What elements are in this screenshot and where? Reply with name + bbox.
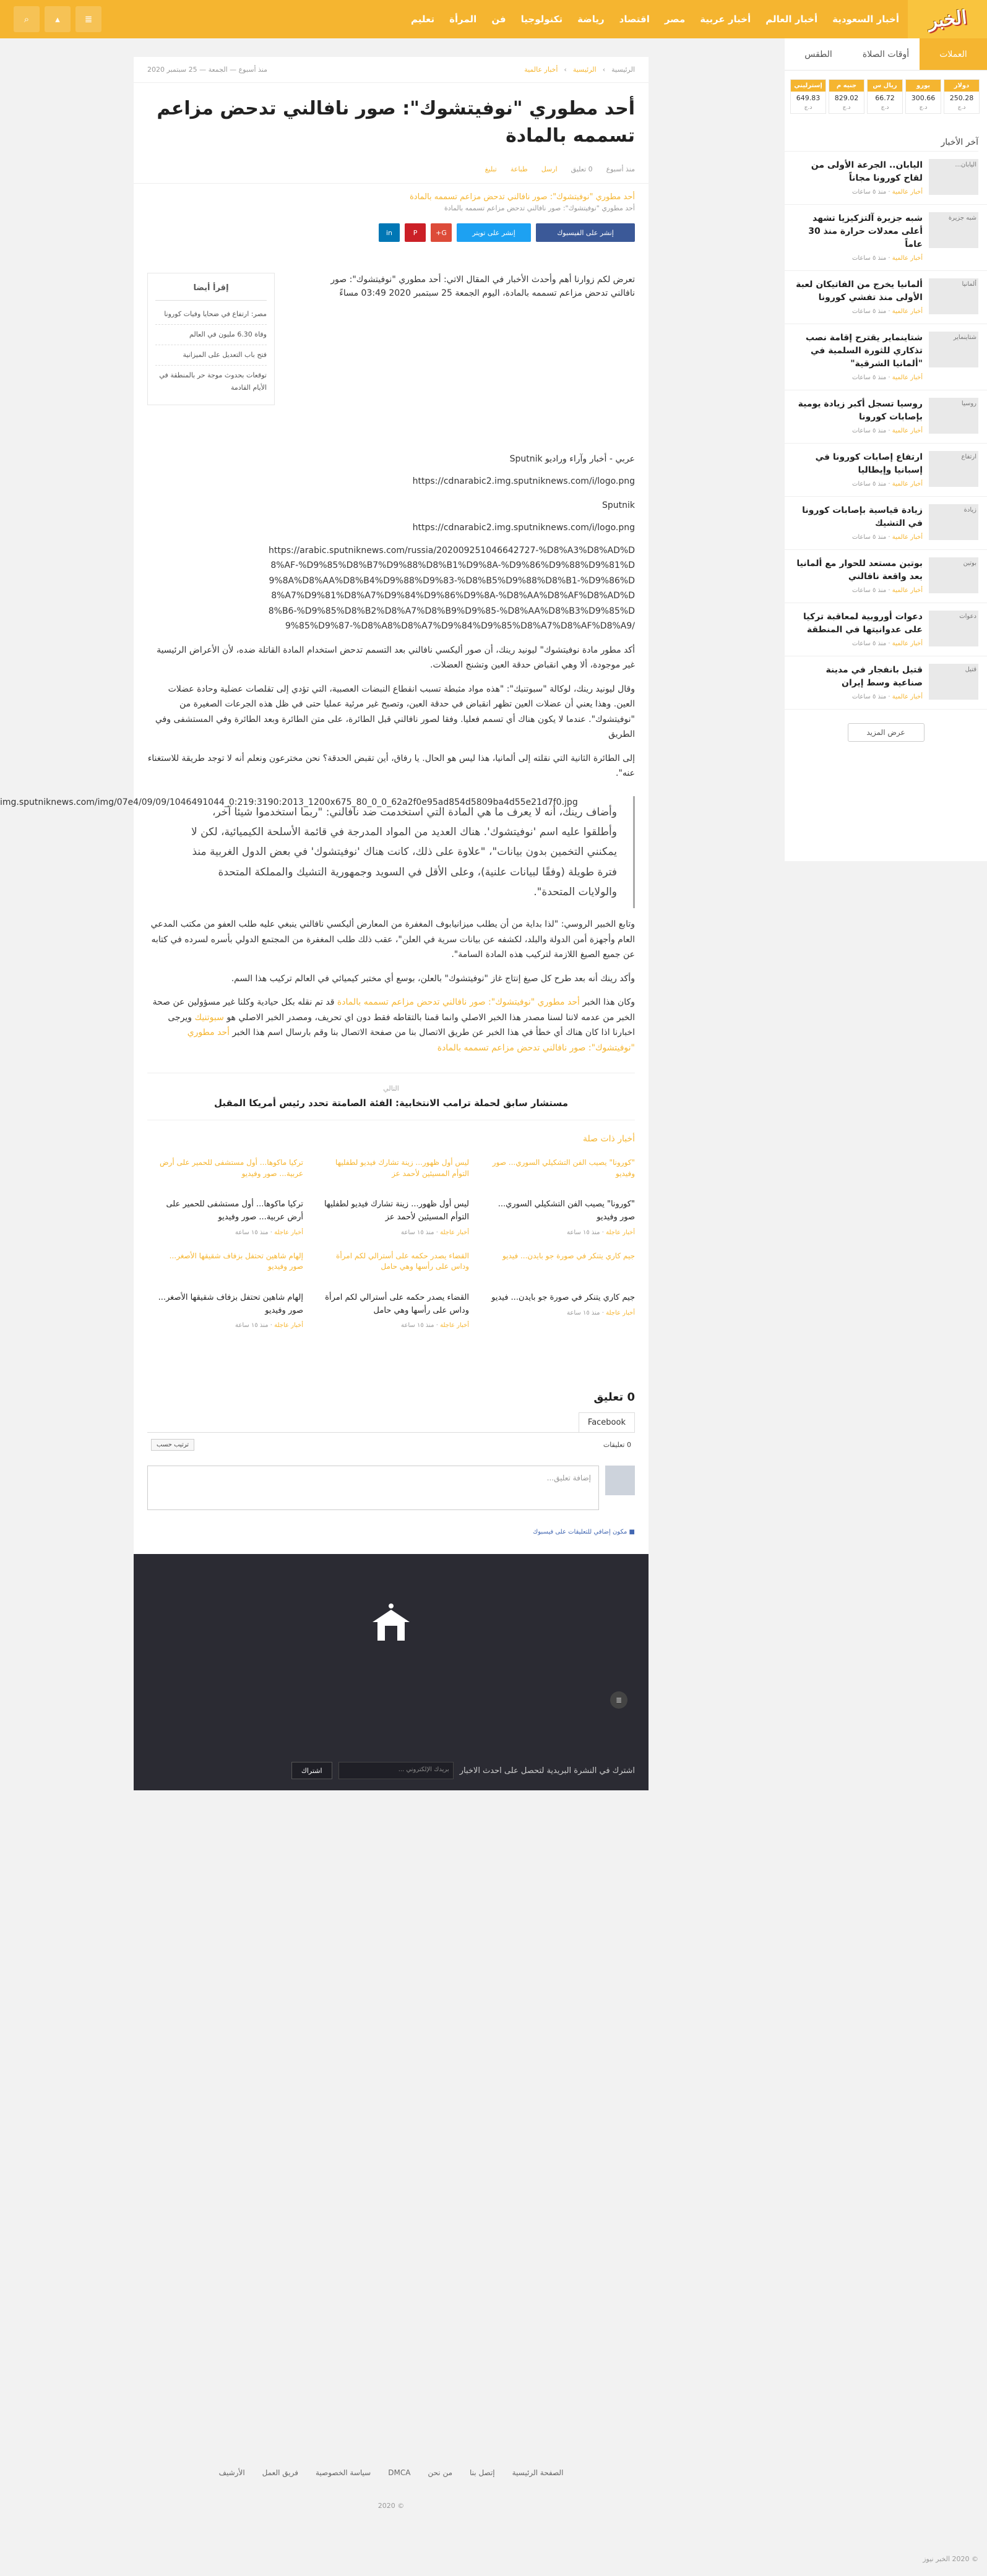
news-category[interactable]: أخبار عالمية — [892, 693, 923, 700]
news-title[interactable]: دعوات أوروبية لمعاقبة تركيا على عدوانيتها في المنطقة — [803, 612, 923, 635]
read-more-heading: إقرأ أيضا — [155, 281, 267, 301]
news-category[interactable]: أخبار عالمية — [892, 427, 923, 434]
related-category[interactable]: أخبار عاجلة — [440, 1322, 469, 1329]
menu-item[interactable]: مصر — [664, 14, 686, 25]
currency-value: 250.28 — [949, 94, 974, 102]
news-time: منذ ٥ ساعات — [851, 693, 887, 700]
source-url: https://cdnarabic2.img.sputniknews.com/i/logo.png — [412, 523, 635, 533]
related-image[interactable]: إلهام شاهين تحتفل بزفاف شقيقها الأصغر... صور وفيديو — [169, 1251, 303, 1271]
newsletter-form — [291, 1762, 635, 1779]
related-time: منذ ١٥ ساعة — [567, 1309, 600, 1316]
breadcrumb-separator: › — [602, 66, 606, 74]
news-category[interactable]: أخبار عالمية — [892, 534, 923, 541]
news-title[interactable]: ألمانيا يخرج من الفاتيكان لعبة الأولى منذ تفشي كورونا — [796, 280, 923, 303]
related-category[interactable]: أخبار عاجلة — [274, 1229, 303, 1236]
disclaimer-text: قد تم نقله بكل حيادية وكلنا غير مسؤولين عن صحة الخبر من عدمه لاننا لسنا مصدر هذا الخبر الاصلي وانما قمنا بالتقاطه فقط دون اي تحريف، ومصدر الخبر الاصلي هو — [152, 997, 635, 1023]
news-category[interactable]: أخبار عالمية — [892, 255, 923, 262]
breadcrumb-item[interactable]: الرئيسية — [572, 66, 597, 74]
related-card[interactable]: جيم كاري يتنكر في صورة جو بايدن... فيديو جيم كاري يتنكر في صورة جو بايدن... فيديو أخبار عاجلة · منذ ١٥ ساعة — [486, 1251, 635, 1329]
news-title[interactable]: زيادة قياسية بإصابات كورونا في التشيك — [802, 505, 923, 528]
article-intro: تعرض لكم زوارنا أهم وأحدث الأخبار في المقال الاتي: أحد مطوري "نوفيتشوك": صور نافالني تدحض مزاعم تسممه بالمادة، اليوم الجمعة 25 سبتمبر 2020 03:49 مساءً — [330, 275, 635, 299]
read-more-item[interactable]: فتح باب التعديل على الميزانية — [155, 345, 267, 366]
currency-card — [905, 79, 941, 114]
related-title[interactable]: "كورونا" يصيب الفن التشكيلي السوري... صور وفيديو — [498, 1200, 635, 1222]
currency-name: إسترليني — [791, 80, 825, 92]
source-line: عربي - أخبار وآراء وراديو Sputnik — [509, 453, 635, 464]
currency-card — [867, 79, 903, 114]
news-time: منذ ٥ ساعات — [851, 308, 887, 315]
comment-count: 0 تعليق — [593, 1391, 635, 1404]
related-title[interactable]: تركيا ماكوها... أول مستشفى للحمير على أرض عربية... صور وفيديو — [166, 1200, 303, 1222]
footer-link[interactable]: الأرشيف — [218, 2468, 245, 2477]
comments-section — [134, 1391, 649, 1554]
footer-link[interactable]: من نحن — [428, 2468, 453, 2477]
facebook-icon: ■ — [629, 1529, 635, 1536]
source-line: Sputnik — [601, 500, 635, 510]
related-card[interactable]: ليس أول ظهور... زينة تشارك فيديو لطفليها التوأم المسيئين لأحمد عز ليس أول ظهور... زينة تشارك فيديو لطفليها التوأم المسيئين لأحمد عز أخبار عاجلة · منذ ١٥ ساعة — [321, 1157, 469, 1236]
news-thumbnail[interactable]: دعوات — [929, 611, 978, 646]
share-linkedin-icon[interactable]: in — [379, 223, 400, 242]
article-body — [0, 253, 649, 1120]
currency-value: 649.83 — [796, 94, 821, 102]
meta-time: منذ أسبوع — [606, 165, 635, 173]
sidebar-news-item[interactable]: اليابان... اليابان.. الجرعة الأولى من لقاح كورونا مجاناً أخبار عالمية · منذ ٥ ساعات — [785, 152, 987, 205]
tab-prayer-times[interactable]: أوقات الصلاة — [862, 49, 910, 59]
news-category[interactable]: أخبار عالمية — [892, 587, 923, 594]
breadcrumb — [134, 57, 649, 83]
footer-link[interactable]: فريق العمل — [262, 2468, 298, 2477]
show-more-button[interactable]: عرض المزيد — [848, 723, 925, 742]
related-time: منذ ١٥ ساعة — [401, 1229, 434, 1236]
copyright-center: © 2020 — [377, 2502, 405, 2510]
news-category[interactable]: أخبار عالمية — [892, 640, 923, 647]
related-category[interactable]: أخبار عاجلة — [440, 1229, 469, 1236]
disclaimer-text: ويرجى اخبارنا اذا كان هناك أي خطأ في هذا الخبر عن طريق الاتصال بنا من صفحة الاتصال بنا وقم بارسال اسم هذا الخبر — [168, 1012, 635, 1038]
footer-link[interactable]: إتصل بنا — [470, 2468, 495, 2477]
comment-composer — [147, 1466, 635, 1510]
news-title[interactable]: قتيل بانفجار في مدينة صناعية وسط إيران — [825, 665, 923, 688]
news-title[interactable]: روسيا تسجل أكبر زيادة يومية بإصابات كورونا — [798, 399, 923, 422]
related-heading — [134, 1120, 649, 1144]
news-time: منذ ٥ ساعات — [851, 587, 887, 594]
footer-rss-icon[interactable]: ≣ — [610, 1691, 627, 1709]
currency-name: جنيه م — [829, 80, 864, 92]
tab-facebook-comments[interactable]: Facebook — [579, 1412, 635, 1432]
next-article[interactable] — [147, 1073, 635, 1120]
currency-unit: د.ج — [842, 105, 851, 111]
news-category[interactable]: أخبار عالمية — [892, 374, 923, 381]
article-link[interactable]: أحد مطوري "نوفيتشوك": صور نافالني تدحض مزاعم تسممه بالمادة — [337, 997, 580, 1008]
news-time: منذ ٥ ساعات — [851, 481, 887, 487]
avatar — [605, 1466, 635, 1495]
sort-dropdown[interactable]: ترتيب حسب — [151, 1439, 194, 1451]
article-disclaimer — [147, 995, 635, 1055]
share-googleplus-icon[interactable]: G+ — [431, 223, 452, 242]
related-time: منذ ١٥ ساعة — [235, 1229, 269, 1236]
sidebar-news-item[interactable]: زيادة زيادة قياسية بإصابات كورونا في التشيك أخبار عالمية · منذ ٥ ساعات — [785, 497, 987, 550]
article-paragraph: وتابع الخبير الروسي: "لذا بداية من أن يطلب ميزانيابوف المغفرة من المعارض أليكسي نافالني ينبغي عليه طلب العفو من مكتب المدعي العام وأجهزة أمن الدولة والبلد، لكشفه عن بيانات سرية في العلن"، عقب ذلك طلب المغفرة من المجتمع الدولي بأسره لسرده في كتابه عن جميع الصيغ اللازمة لتركيب هذه المادة السامة". — [150, 919, 635, 960]
currency-unit: د.ج — [957, 105, 966, 111]
breadcrumb-item[interactable]: أخبار عالمية — [524, 66, 558, 74]
meta-print[interactable]: طباعة — [510, 165, 528, 173]
currency-value: 300.66 — [911, 94, 936, 102]
article-title: أحد مطوري "نوفيتشوك": صور نافالني تدحض مزاعم تسممه بالمادة — [157, 98, 635, 147]
sidebar-news-item[interactable]: شبه جزيرة شبه جزيرة آلتزكيزيا تشهد أعلى معدلات حرارة منذ 30 عاماً أخبار عالمية · منذ ٥ ساعات — [785, 205, 987, 271]
newsletter-email-input[interactable]: بريدك الإلكتروني ... — [338, 1762, 454, 1779]
currency-list — [785, 71, 987, 114]
article-quote: وأضاف رينك، أنه لا يعرف ما هي المادة التي استخدمت ضد نافالني: "ربما استخدموا شيئا آخر، وأطلقوا عليه اسم 'نوفيتشوك'. هناك العديد من المواد المدرجة في قائمة الأسلحة الكيميائية، لكن لا يمكنني التخمين بدون بيانات"، "علاوة على ذلك، كانت هناك 'نوفيتشوك' في بعض الدول الغربية منذ فترة طويلة (وفقًا لبيانات علنية)، وعلى الأقل في السويد وجمهورية التشيك والمملكة المتحدة والولايات المتحدة". — [178, 796, 635, 908]
related-grid — [134, 1144, 649, 1329]
site-logo[interactable] — [908, 0, 987, 38]
currency-card — [790, 79, 826, 114]
related-image[interactable]: جيم كاري يتنكر في صورة جو بايدن... فيديو — [502, 1251, 635, 1260]
currency-unit: د.ج — [919, 105, 928, 111]
top-navbar — [0, 0, 987, 38]
footer-link[interactable]: سياسة الخصوصية — [315, 2468, 371, 2477]
related-time: منذ ١٥ ساعة — [567, 1229, 600, 1236]
related-image[interactable]: ليس أول ظهور... زينة تشارك فيديو لطفليها التوأم المسيئين لأحمد عز — [335, 1158, 469, 1178]
news-thumbnail[interactable]: ارتفاع — [929, 451, 978, 487]
facebook-plugin-link[interactable] — [147, 1529, 635, 1535]
menu-item[interactable]: رياضة — [577, 14, 605, 25]
read-more-item[interactable]: وفاة 6.30 مليون في العالم — [155, 325, 267, 345]
sidebar-news-item[interactable]: ألمانيا ألمانيا يخرج من الفاتيكان لعبة الأولى منذ تفشي كورونا أخبار عالمية · منذ ٥ ساعات — [785, 271, 987, 324]
breadcrumb-item[interactable]: الرئيسية — [611, 66, 635, 74]
currency-card — [829, 79, 864, 114]
menu-item[interactable]: أخبار العالم — [765, 14, 818, 25]
related-title[interactable]: القضاء يصدر حكمه على أسترالي لكم امرأة وداس على رأسها وهي حامل — [325, 1292, 469, 1315]
source-url: https://arabic.sputniknews.com/russia/202009251046642727-%D8%A3%D8%AD%D8%AF-%D9%85%D8%B7%D9%88%D8%B1%D9%8A-%D9%86%D9%88%D9%81%D9%8A%D8%AA%D8%B4%D9%88%D9%83-%D8%B5%D9%88%D8%B1-%D9%86%D8%A7%D9%81%D8%A7%D9%84%D9%86%D9%8A-%D8%AA%D8%AF%D8%AD%D8%B6-%D9%85%D8%B2%D8%A7%D8%B9%D9%85-%D8%AA%D8%B3%D9%85%D9%85%D9%87-%D8%A8%D8%A7%D9%84%D9%85%D8%A7%D8%AF%D8%A9/ — [268, 545, 635, 632]
share-pinterest-icon[interactable]: P — [405, 223, 426, 242]
related-category[interactable]: أخبار عاجلة — [606, 1229, 635, 1236]
plugin-text: مكون إضافي للتعليقات على فيسبوك — [533, 1529, 627, 1536]
currency-unit: د.ج — [881, 105, 889, 111]
news-thumbnail[interactable]: اليابان... — [929, 159, 978, 195]
news-time: منذ ٥ ساعات — [851, 189, 887, 195]
related-category[interactable]: أخبار عاجلة — [606, 1309, 635, 1316]
sidebar-news-item[interactable]: شتاينماير شتاينماير يقترح إقامة نصب تذكاري للثورة السلمية في "ألمانيا الشرقية" أخبار عالمية · منذ ٥ ساعات — [785, 324, 987, 390]
search-icon[interactable]: ⌕ — [14, 6, 40, 32]
currency-name: دولار — [944, 80, 979, 92]
share-buttons — [134, 212, 649, 253]
image-url-text: img.sputniknews.com/img/07e4/09/09/1046491044_0:219:3190:2013_1200x675_80_0_0_62a2f0e95ad854d5809ba4d55e21d7f0.jpg — [0, 797, 578, 807]
meta-send[interactable]: ارسل — [541, 165, 558, 173]
currency-card — [944, 79, 980, 114]
news-title[interactable]: اليابان.. الجرعة الأولى من لقاح كورونا مجاناً — [811, 160, 923, 183]
menu-item[interactable]: فن — [491, 14, 506, 25]
breadcrumb-separator: › — [564, 66, 567, 74]
related-image[interactable]: القضاء يصدر حكمه على أسترالي لكم امرأة وداس على رأسها وهي حامل — [336, 1251, 469, 1271]
currency-value: 829.02 — [834, 94, 859, 102]
related-card[interactable]: إلهام شاهين تحتفل بزفاف شقيقها الأصغر... صور وفيديو إلهام شاهين تحتفل بزفاف شقيقها الأصغر... صور وفيديو أخبار عاجلة · منذ ١٥ ساعة — [155, 1251, 303, 1329]
related-card[interactable]: القضاء يصدر حكمه على أسترالي لكم امرأة وداس على رأسها وهي حامل القضاء يصدر حكمه على أسترالي لكم امرأة وداس على رأسها وهي حامل أخبار عاجلة · منذ ١٥ ساعة — [321, 1251, 469, 1329]
next-article-title[interactable]: مستشار سابق لحملة ترامب الانتخابية: الفئة الصامتة تحدد رئيس أمريكا المقبل — [213, 1097, 569, 1109]
read-more-item[interactable]: توقعات بحدوث موجة حر بالمنطقة في الأيام القادمة — [159, 371, 267, 392]
share-twitter-button[interactable]: إنشر على تويتر — [457, 223, 531, 242]
article-paragraph: وقال ليونيد رينك، لوكالة "سبوتنيك": "هذه مواد مثبطة تسبب انقطاع النبضات العصبية، التي تؤدي إلى تقلصات عضلية وحادة عضلات العين. وهذا يعني أن عضلات العين تظهر انقباض في حدقة العين، وتصبح غير مرئية عمليا حتى في ظل هذه الجرعات الصغيرة من "نوفيتشوك". عندما لا يكون هناك أي تسمم فعليا. وفقا لصور نافالني قبل الطائرة، على متن الطائرة وبعد الطائرة وفي المستشفى وفي الطريق — [155, 684, 635, 740]
read-more-item[interactable]: مصر: ارتفاع في ضحايا وفيات كورونا — [155, 304, 267, 325]
related-category[interactable]: أخبار عاجلة — [274, 1322, 303, 1329]
news-time: منذ ٥ ساعات — [851, 534, 887, 541]
footer-links — [134, 2468, 649, 2477]
article-meta — [134, 155, 649, 184]
news-thumbnail[interactable]: شبه جزيرة — [929, 212, 978, 248]
article-paragraph: أكد مطور مادة نوفيتشوك" ليونيد رينك، أن صور أليكسي نافالني بعد التسمم تدحض استخدام المادة القاتلة ضده، لأن الأعراض الرئيسية غير موجودة، ألا وهي انقباض حدقة العين وتشنج العضلات. — [157, 645, 635, 671]
news-title[interactable]: شتاينماير يقترح إقامة نصب تذكاري للثورة السلمية في "ألمانيا الشرقية" — [805, 333, 923, 369]
source-url: https://cdnarabic2.img.sputniknews.com/i/logo.png — [412, 476, 635, 487]
news-thumbnail[interactable]: بوتين — [929, 557, 978, 593]
comments-toolbar — [147, 1432, 635, 1457]
sidebar-news-item[interactable]: دعوات دعوات أوروبية لمعاقبة تركيا على عدوانيتها في المنطقة أخبار عالمية · منذ ٥ ساعات — [785, 603, 987, 656]
news-title[interactable]: ارتفاع إصابات كورونا في إسبانيا وإيطاليا — [815, 452, 923, 475]
currency-name: ريال س — [868, 80, 902, 92]
related-heading-text: أخبار ذات صلة — [582, 1134, 635, 1144]
menu-item[interactable]: اقتصاد — [619, 14, 650, 25]
related-time: منذ ١٥ ساعة — [235, 1322, 269, 1329]
related-title[interactable]: إلهام شاهين تحتفل بزفاف شقيقها الأصغر... صور وفيديو — [158, 1292, 303, 1315]
copyright: © 2020 الخبر نيوز — [923, 2555, 978, 2563]
user-icon[interactable]: ▴ — [45, 6, 71, 32]
meta-comments[interactable]: 0 تعليق — [571, 165, 593, 173]
footer-logo-icon — [366, 1601, 416, 1651]
related-title[interactable]: جيم كاري يتنكر في صورة جو بايدن... فيديو — [491, 1292, 635, 1302]
menu-item[interactable]: أخبار عربية — [700, 14, 751, 25]
news-thumbnail[interactable]: شتاينماير — [929, 332, 978, 367]
latest-news-heading: آخر الأخبار — [785, 137, 978, 152]
related-card[interactable]: "كورونا" يصيب الفن التشكيلي السوري... صور وفيديو "كورونا" يصيب الفن التشكيلي السوري... صور وفيديو أخبار عاجلة · منذ ١٥ ساعة — [486, 1157, 635, 1236]
footer — [134, 1554, 649, 1790]
footer-link[interactable]: الصفحة الرئيسية — [512, 2468, 564, 2477]
next-label: التالي — [383, 1084, 399, 1093]
currency-name: يورو — [906, 80, 941, 92]
related-time: منذ ١٥ ساعة — [401, 1322, 434, 1329]
rss-icon[interactable]: ≣ — [75, 6, 101, 32]
sidebar-news-item[interactable]: روسيا روسيا تسجل أكبر زيادة يومية بإصابات كورونا أخبار عالمية · منذ ٥ ساعات — [785, 390, 987, 444]
sidebar-news-item[interactable]: قتيل قتيل بانفجار في مدينة صناعية وسط إيران أخبار عالمية · منذ ٥ ساعات — [785, 656, 987, 710]
related-image[interactable]: "كورونا" يصيب الفن التشكيلي السوري... صور وفيديو — [492, 1158, 635, 1178]
news-thumbnail[interactable]: روسيا — [929, 398, 978, 434]
article-link[interactable]: أحد مطوري "نوفيتشوك": صور نافالني تدحض مزاعم تسممه بالمادة — [187, 1028, 635, 1053]
news-time: منذ ٥ ساعات — [851, 255, 887, 262]
currency-unit: د.ج — [804, 105, 812, 111]
sidebar — [785, 38, 987, 861]
related-image[interactable]: تركيا ماكوها... أول مستشفى للحمير على أرض عربية... صور وفيديو — [160, 1158, 303, 1178]
news-time: منذ ٥ ساعات — [851, 374, 887, 381]
top-icons — [14, 0, 101, 38]
comment-input[interactable]: إضافة تعليق... — [147, 1466, 599, 1510]
comments-total: 0 تعليقات — [603, 1441, 631, 1449]
sidebar-tabs — [785, 38, 987, 71]
news-category[interactable]: أخبار عالمية — [892, 308, 923, 315]
currency-value: 66.72 — [875, 94, 895, 102]
newsletter-subscribe-button[interactable]: اشتراك — [291, 1762, 332, 1779]
sidebar-news-item[interactable]: ارتفاع ارتفاع إصابات كورونا في إسبانيا وإيطاليا أخبار عالمية · منذ ٥ ساعات — [785, 444, 987, 497]
main-menu — [411, 0, 899, 38]
footer-link[interactable]: DMCA — [388, 2468, 411, 2477]
meta-report[interactable]: تبليغ — [485, 165, 497, 173]
news-category[interactable]: أخبار عالمية — [892, 189, 923, 195]
tab-weather[interactable]: الطقس — [804, 49, 832, 59]
news-time: منذ ٥ ساعات — [851, 640, 887, 647]
article-date: منذ أسبوع — الجمعة — 25 سبتمبر 2020 — [147, 66, 267, 74]
news-thumbnail[interactable]: ألمانيا — [929, 278, 978, 314]
related-title[interactable]: ليس أول ظهور... زينة تشارك فيديو لطفليها التوأم المسيئين لأحمد عز — [324, 1200, 469, 1222]
article-image-caption: أحد مطوري "نوفيتشوك": صور نافالني تدحض مزاعم تسممه بالمادة — [444, 204, 635, 212]
article-container — [0, 57, 649, 1790]
related-card[interactable]: تركيا ماكوها... أول مستشفى للحمير على أرض عربية... صور وفيديو تركيا ماكوها... أول مستشفى للحمير على أرض عربية... صور وفيديو أخبار عاجلة · منذ ١٥ ساعة — [155, 1157, 303, 1236]
menu-item[interactable]: تعليم — [411, 14, 435, 25]
menu-item[interactable]: المرأة — [449, 14, 477, 25]
news-category[interactable]: أخبار عالمية — [892, 481, 923, 487]
logo-text: الخبر — [927, 6, 968, 32]
newsletter-label: اشترك في النشرة البريدية لتحصل على احدث الاخبار — [459, 1766, 635, 1775]
source-link[interactable]: سبوتنيك — [194, 1012, 224, 1023]
article-paragraph: وأكد رينك أنه بعد طرح كل صيغ إنتاج غاز "نوفيتشوك" بالعلن، بوسع أي مختبر كيميائي في العالم تركيب هذا السم. — [231, 973, 635, 984]
news-thumbnail[interactable]: زيادة — [929, 504, 978, 540]
menu-item[interactable]: أخبار السعودية — [832, 14, 899, 25]
menu-item[interactable]: تكنولوجيا — [520, 14, 563, 25]
article-paragraph: إلى الطائرة الثانية التي نقلته إلى ألمانيا، هذا ليس هو الحال. يا رفاق، أين تقبض الحدقة؟ نحن مخترعون ونعلم أنه لا توجد طريقة للاستغناء عنه". — [147, 753, 635, 779]
news-time: منذ ٥ ساعات — [851, 427, 887, 434]
news-title[interactable]: شبه جزيرة آلتزكيزيا تشهد أعلى معدلات حرارة منذ 30 عاماً — [808, 213, 923, 249]
tab-currencies[interactable]: العملات — [920, 38, 987, 70]
news-thumbnail[interactable]: قتيل — [929, 664, 978, 700]
share-facebook-button[interactable]: إنشر على الفيسبوك — [536, 223, 635, 242]
article-image-alt: أحد مطوري "نوفيتشوك": صور نافالني تدحض مزاعم تسممه بالمادة — [410, 192, 635, 202]
read-more-box — [147, 273, 275, 405]
sidebar-news-item[interactable]: بوتين بوتين مستعد للحوار مع ألمانيا بعد واقعة نافالني أخبار عالمية · منذ ٥ ساعات — [785, 550, 987, 603]
disclaimer-text: وكان هذا الخبر — [582, 997, 635, 1008]
news-title[interactable]: بوتين مستعد للحوار مع ألمانيا بعد واقعة نافالني — [796, 559, 923, 582]
